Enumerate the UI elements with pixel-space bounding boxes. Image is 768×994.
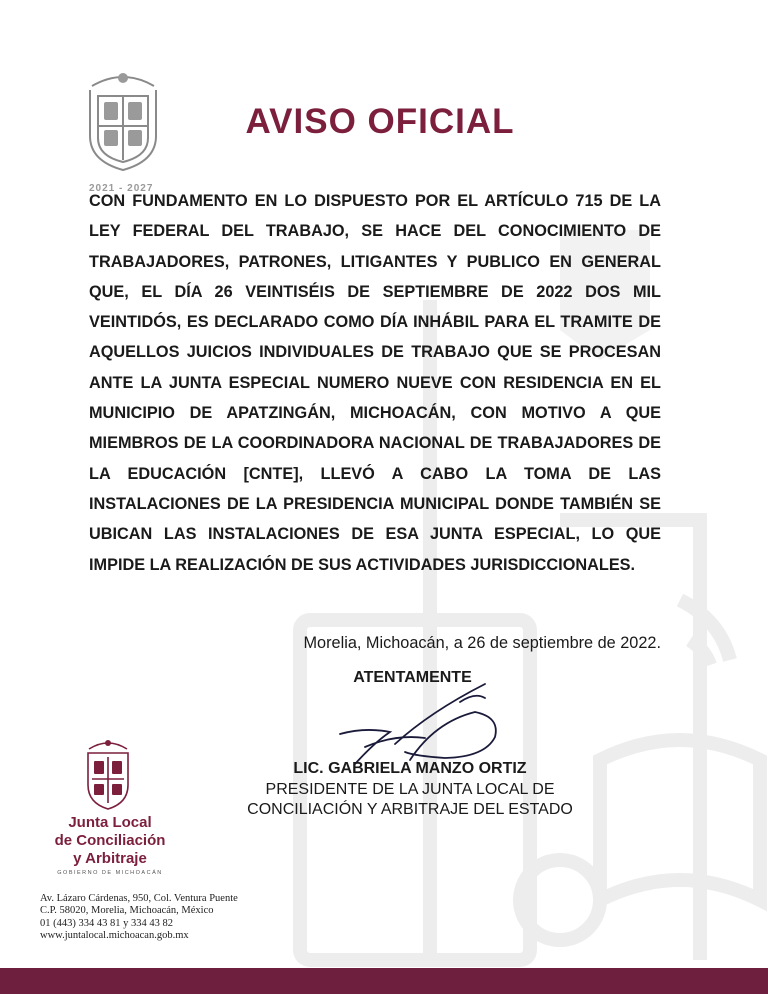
organization-name-line-2: de Conciliación — [54, 832, 166, 849]
organization-name — [40, 814, 180, 868]
signer-title-line-1: PRESIDENTE DE LA JUNTA LOCAL DE — [265, 781, 555, 798]
organization-name-line-1: Junta Local — [68, 814, 152, 831]
footer-bar — [0, 968, 768, 994]
place-date: Morelia, Michoacán, a 26 de septiembre de 2022. — [303, 634, 661, 652]
signer-name: LIC. GABRIELA MANZO ORTIZ — [293, 760, 527, 777]
handwritten-signature — [335, 672, 505, 772]
signer-title-line-2: CONCILIACIÓN Y ARBITRAJE DEL ESTADO — [247, 801, 573, 818]
address-street: Av. Lázaro Cárdenas, 950, Col. Ventura Puente — [40, 893, 238, 904]
organization-name-line-3: y Arbitraje — [73, 850, 147, 867]
notice-body: CON FUNDAMENTO EN LO DISPUESTO POR EL ARTÍCULO 715 DE LA LEY FEDERAL DEL TRABAJO, SE HACE DEL CONOCIMIENTO DE TRABAJADORES, PATRONES, LITIGANTES Y PUBLICO EN GENERAL QUE, EL DÍA 26 VEINTISÉIS DE SEPTIEMBRE DE 2022 DOS MIL VEINTIDÓS, ES DECLARADO COMO DÍA INHÁBIL PARA EL TRAMITE DE AQUELLOS JUICIOS INDIVIDUALES DE TRABAJO QUE SE PROCESAN ANTE LA JUNTA ESPECIAL NUMERO NUEVE CON RESIDENCIA EN EL MUNICIPIO DE APATZINGÁN, MICHOACÁN, CON MOTIVO A QUE MIEMBROS DE LA COORDINADORA NACIONAL DE TRABAJADORES DE LA EDUCACIÓN [CNTE], LLEVÓ A CABO LA TOMA DE LAS INSTALACIONES DE LA PRESIDENCIA MUNICIPAL DONDE TAMBIÉN SE UBICAN LAS INSTALACIONES DE ESA JUNTA ESPECIAL, LO QUE IMPIDE LA REALIZACIÓN DE SUS ACTIVIDADES JURISDICCIONALES. — [89, 192, 661, 574]
contact-address — [40, 893, 238, 943]
address-website: www.juntalocal.michoacan.gob.mx — [40, 930, 189, 942]
signer-title — [190, 780, 630, 820]
page-title: AVISO OFICIAL — [245, 102, 515, 141]
address-city: C.P. 58020, Morelia, Michoacán, México — [40, 905, 214, 917]
government-period: 2021 - 2027 — [89, 183, 154, 194]
coat-of-arms-icon — [83, 735, 133, 811]
closing-word: ATENTAMENTE — [353, 669, 472, 686]
address-phone: 01 (443) 334 43 81 y 334 43 82 — [40, 917, 173, 929]
government-label: GOBIERNO DE MICHOACÁN — [57, 870, 163, 876]
state-coat-of-arms-icon — [84, 66, 162, 174]
